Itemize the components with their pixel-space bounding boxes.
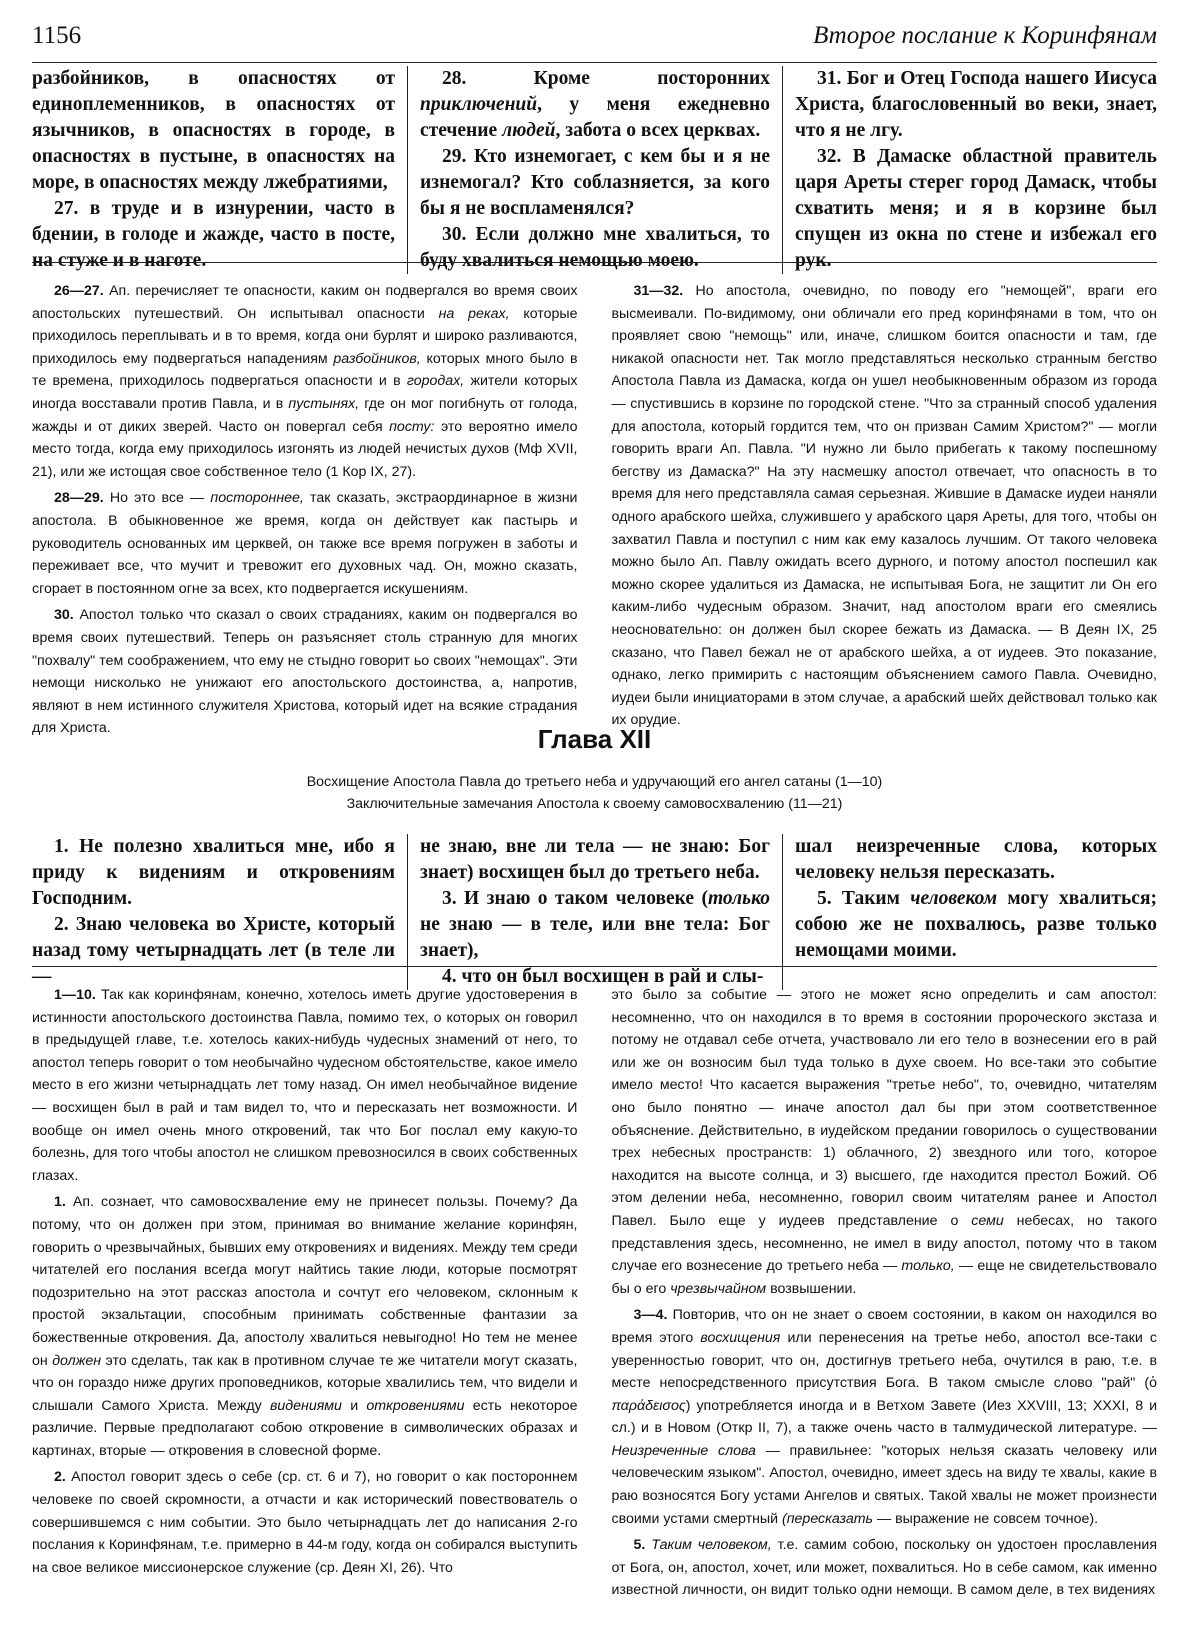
verse-30: 30. Если должно мне хвалиться, то буду хвалиться немощью моею. bbox=[420, 224, 770, 271]
verse-1: 1. Не полезно хвалиться мне, ибо я приду к видениям и откровениям Господним. bbox=[32, 836, 395, 909]
verse-32: 32. В Дамаске областной правитель царя Ареты стерег город Дамаск, чтобы схватить меня; и я в корзине был спущен из окна по стене и избежал его рук. bbox=[795, 146, 1157, 271]
commentary-left-column bbox=[32, 280, 578, 744]
commentary-right-column bbox=[612, 984, 1158, 1606]
verse-4: 4. что он был восхищен в рай и слы- bbox=[442, 966, 764, 987]
running-title: Второе послание к Коринфянам bbox=[813, 22, 1157, 49]
verse-column-3 bbox=[782, 66, 1157, 274]
separator-rule bbox=[32, 966, 1157, 967]
commentary-30: 30. Апостол только что сказал о своих страданиях, каким он подвергался во время своих путешествий. Теперь он разъясняет столь странную для многих "похвалу" тем соображением, что ему не стыдно говорит ьо своих "немощах". Эти немощи нисколько не унижают его апостольского достоинства, а, напротив, являют в нем истинного служителя Христова, который идет на всякие страдания для Христа. bbox=[32, 607, 578, 737]
verse-29: 29. Кто изнемогает, с кем бы и я не изнемогал? Кто соблазняется, за кого бы я не воспламенялся? bbox=[420, 146, 770, 219]
commentary-bottom bbox=[32, 984, 1157, 1606]
verse-4-cont: шал неизреченные слова, которых человеку нельзя пересказать. bbox=[795, 836, 1157, 883]
chapter-subtitle-2: Заключительные замечания Апостола к своему самовосхвалению (11—21) bbox=[346, 796, 843, 812]
chapter-subtitle-1: Восхищение Апостола Павла до третьего неба и удручающий его ангел сатаны (1—10) bbox=[306, 774, 883, 790]
verse-column-1 bbox=[32, 66, 407, 274]
top-verses bbox=[32, 66, 1157, 274]
verse-31: 31. Бог и Отец Господа нашего Иисуса Христа, благословенный во веки, знает, что я не лгу. bbox=[795, 68, 1157, 141]
commentary-28-29: 28—29. Но это все — постороннее, так сказать, экстраординарное в жизни апостола. В обыкновенное же время, когда он действует как пастырь и руководитель основанных им церквей, он также все время погружен в заботы и переживает все, что мучит и тревожит его духовных чад. Он, можно сказать, сгорает в постоянном огне за всех, кто подвергается искушениям. bbox=[32, 490, 578, 597]
commentary-left-column bbox=[32, 984, 578, 1606]
chapter-title: Глава XII bbox=[537, 724, 652, 754]
page-header bbox=[32, 18, 1157, 63]
commentary-31-32: 31—32. Но апостола, очевидно, по поводу его "немощей", враги его высмеивали. По-видимому, они обличали его пред коринфянами в том, что он проявляет свою "немощь" или, иначе, слишком боится опасности и там, где никакой опасности нет. Так могло представляться несколько странным бегство Апостола Павла из Дамаска, когда он ушел необыкновенным образом из города — спустившись в корзине по городской стене. "Что за странный способ удаления для апостола, который гордится тем, что он призван Самим Христом?" — могли говорить враги Ап. Павла. "И нужно ли было прибегать к такому поспешному бегству из Дамаска?" На эту насмешку апостол отвечает, что опасность в то время для него представляла самая серьезная. Жившие в Дамаске иудеи наняли одного арабского шейха, служившего у арабского царя Ареты, для того, чтобы он захватил Павла и поступил с ним как ему казалось лучшим. От такого человека можно было Ап. Павлу ожидать всего дурного, и потому апостол поспешил как можно скорее удалиться из Дамаска, не испытывая Бога, не защитит ли Он его каким-либо чудесным образом. Значит, над апостолом враги его смеялись неосновательно: он должен был скорее бежать из Дамаска. — В Деян IX, 25 сказано, что Павел бежал не от арабского шейха, а от иудеев. Это показание, однако, легко примирить с настоящим объяснением самого Павла. Очевидно, иудеи были инициаторами в этом случае, а арабский шейх действовал только как их орудие. bbox=[611, 283, 1157, 729]
commentary-2-cont: это было за событие — этого не может ясно определить и сам апостол: несомненно, что он находился в то время в состоянии пророческого экстаза и потому не отдавал себе отчета, участвовало ли его тело в вознесении его в рай или же он возносим был туда только в духе своем. Но все-таки это событие имело место! Что касается выражения "третье небо", то, очевидно, читателям оно было понятно — иначе апостол дал бы при этом соответственное объяснение. Действительно, в иудейском предании говорилось о существовании трех небесных пространств: 1) облачного, 2) звездного или того, которое находится на высоте солнца, и 3) высшего, где находится престол Божий. Об этом делении неба, несомненно, говорил своим читателям ранее и Апостол Павел. Было еще у иудеев представление о семи небесах, но такого представления здесь, несомненно, не имел в виду апостол, потому что в таком случае его вознесение до третьего неба — только, — еще не свидетельствовало бы о его чрезвычайном возвышении. bbox=[611, 987, 1157, 1297]
commentary-1: 1. Ап. сознает, что самовосхваление ему не принесет пользы. Почему? Да потому, что он должен при этом, принимая во внимание желание коринфян, говорить о чрезвычайных, бывших ему откровениях и видениях. Между тем среди читателей его послания всегда могут найтись такие люди, которые посмотрят подозрительно на этот рассказ апостола и сочтут его человеком, склонным к простой экзальтации, способным принимать собственные фантазии за божественные откровения. Да, апостолу хвалиться невыгодно! Но тем не менее он должен это сделать, так как в противном случае те же читатели могут сказать, что он гораздо ниже других проповедников, которые хвалились тем, что видели и слышали Самого Христа. Между видениями и откровениями есть некоторое различие. Первые предполагают собою откровение в символических образах и картинах, вторые — откровения в словесной форме. bbox=[32, 1194, 578, 1459]
commentary-26-27: 26—27. Ап. перечисляет те опасности, каким он подвергался во время своих апостольских путешествий. Он испытывал опасности на реках, которые приходилось переплывать и в то время, когда они бурлят и широко разливаются, приходилось ему подвергаться нападениям разбойников, которых много было в те времена, приходилось подвергаться опасности и в городах, жители которых иногда восставали против Павла, и в пустынях, где он мог погибнуть от голода, жажды и от диких зверей. Часто он повергал себя посту: это вероятно имело место тогда, когда ему приходилось изгонять из людей нечистых духов (Мф XVII, 21), или же истощая свое собственное тело (1 Кор IX, 27). bbox=[32, 283, 578, 480]
verse-2: 2. Знаю человека во Христе, который назад тому четырнадцать лет (в теле ли — bbox=[32, 914, 395, 987]
verse-text: разбойников, в опасностях от единоплеменников, в опасностях от язычников, в опасностях в городе, в опасностях в пустыне, в опасностях на море, в опасностях между лжебратиями, bbox=[32, 68, 395, 193]
verse-27: 27. в труде и в изнурении, часто в бдении, в голоде и жажде, часто в посте, на стуже и в наготе. bbox=[32, 198, 395, 271]
verse-28: 28. Кроме посторонних приключений, у меня ежедневно стечение людей, забота о всех церквах. bbox=[420, 68, 770, 141]
commentary-5: 5. Таким человеком, т.е. самим собою, поскольку он удостоен прославления от Бога, он, апостол, хочет, или может, похвалиться. Но в себе самом, как именно известной личности, он видит только одни немощи. В самом деле, в тех видениях bbox=[611, 1537, 1157, 1599]
commentary-right-column bbox=[612, 280, 1158, 744]
verse-2-cont: не знаю, вне ли тела — не знаю: Бог знает) восхищен был до третьего неба. bbox=[420, 836, 770, 883]
verse-5: 5. Таким человеком могу хвалиться; собою же не похвалюсь, разве только немощами моими. bbox=[795, 888, 1157, 961]
page-number: 1156 bbox=[32, 22, 82, 49]
commentary-top bbox=[32, 280, 1157, 744]
verse-3: 3. И знаю о таком человеке (только не знаю — в теле, или вне тела: Бог знает), bbox=[420, 888, 770, 961]
commentary-2: 2. Апостол говорит здесь о себе (ср. ст. 6 и 7), но говорит о как постороннем человеке по своей скромности, а отчасти и как исторический повествователь о совершившемся с ним событии. Это было четырнадцать лет до написания 2-го послания к Коринфянам, т.е. примерно в 44-м году, когда он собирался выступить на свое великое миссионерское служение (ср. Деян XI, 26). Что bbox=[32, 1469, 578, 1576]
commentary-3-4: 3—4. Повторив, что он не знает о своем состоянии, в каком он находился во время этого восхищения или перенесения на третье небо, апостол все-таки с уверенностью говорит, что он, достигнув третьего неба, очутился в раю, т.е. в месте непосредственного присутствия Бога. В таком смысле слово "рай" (ὁ παράδεισος) употребляется иногда и в Ветхом Завете (Иез XXVIII, 13; XXXI, 8 и сл.) и в Новом (Откр II, 7), а также очень часто в талмудической литературе. — Неизреченные слова — правильнее: "которых нельзя сказать человеку или человеческим языком". Апостол, очевидно, имеет здесь на виду те хвалы, какие в раю возносятся Богу устами Ангелов и святых. Такой хвалы не может произнести своими устами смертный (пересказать — выражение не совсем точное). bbox=[611, 1307, 1157, 1527]
separator-rule bbox=[32, 262, 1157, 263]
commentary-1-10: 1—10. Так как коринфянам, конечно, хотелось иметь другие удостоверения в истинности апостольского достоинства Павла, помимо тех, о которых он говорил в предыдущей главе, т.е. хотелось каких-нибудь чудесных знамений от него, то апостол теперь говорит о том необычайно чудесном обстоятельстве, какое имело место в его жизни четырнадцать лет тому назад. Он имел необычайное видение — восхищен был в рай и там видел то, что и пересказать нет возможности. И вообще он имел очень много откровений, так что Бог послал ему какую-то болезнь, для того чтобы апостол не слишком превозносился в своих собственных глазах. bbox=[32, 987, 578, 1184]
verse-column-2 bbox=[407, 66, 782, 274]
